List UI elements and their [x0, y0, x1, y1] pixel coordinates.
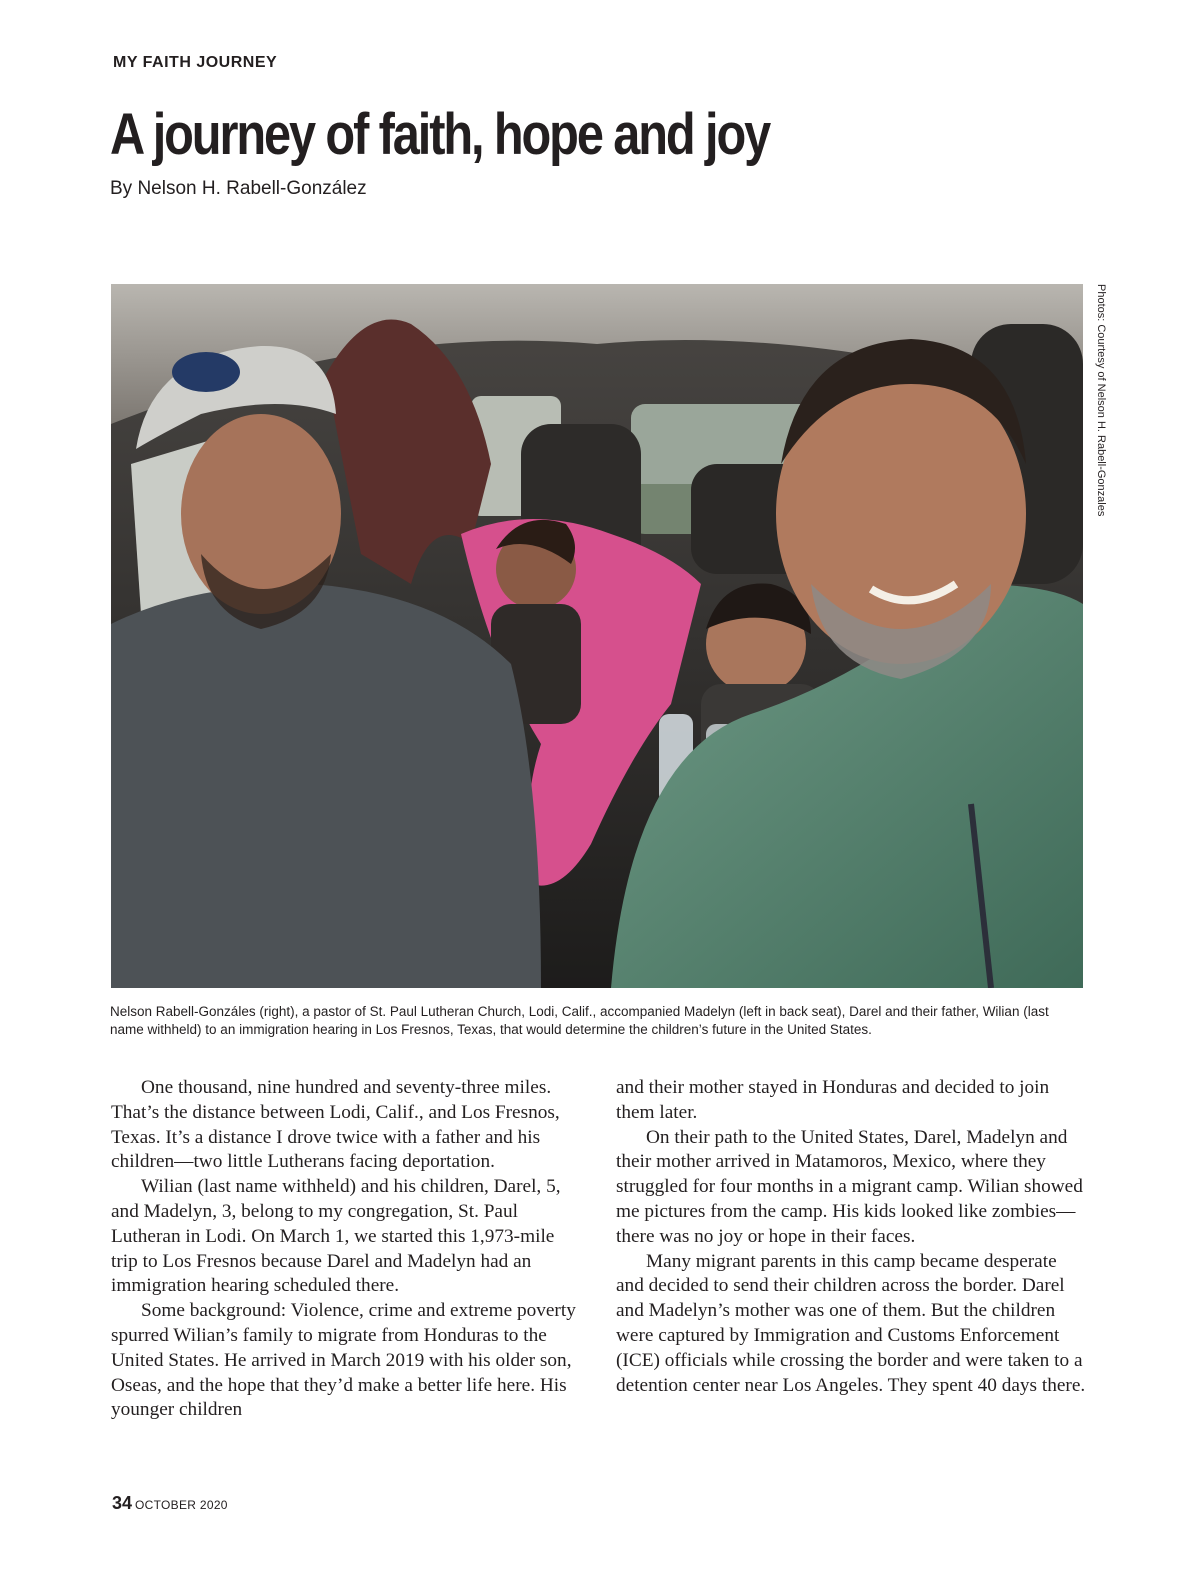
- body-paragraph: and their mother stayed in Honduras and decided to join them later.: [616, 1077, 1050, 1123]
- article-photo: [111, 284, 1083, 988]
- photo-caption: Nelson Rabell-Gonzáles (right), a pastor of St. Paul Lutheran Church, Lodi, Calif., accompanied Madelyn (left in back seat), Darel and their father, Wilian (last name withheld) to an immigration hearing in Los Fresnos, Texas, that would determine the children’s future in the United States.: [110, 1004, 1049, 1037]
- page-number: 34: [112, 1493, 133, 1513]
- issue-date: OCTOBER 2020: [135, 1498, 228, 1512]
- photo-credit: Photos: Courtesy of Nelson H. Rabell-Gonzales: [1095, 284, 1107, 517]
- body-paragraph: Many migrant parents in this camp became desperate and decided to send their children across the border. Darel and Madelyn’s mother was one of them. But the children were captured by Immigration and Customs Enforcement (ICE) officials while crossing the border and were taken to a detention center near Los Angeles. They spent 40 days there.: [616, 1250, 1086, 1396]
- section-label: MY FAITH JOURNEY: [113, 54, 278, 71]
- body-column-right: [616, 1076, 1086, 1398]
- byline: By Nelson H. Rabell-González: [110, 178, 367, 199]
- body-column-left: [111, 1076, 581, 1423]
- body-paragraph: Wilian (last name withheld) and his children, Darel, 5, and Madelyn, 3, belong to my congregation, St. Paul Lutheran in Lodi. On March 1, we started this 1,973-mile trip to Los Fresnos because Darel and Madelyn had an immigration hearing scheduled there.: [111, 1176, 561, 1297]
- body-paragraph: Some background: Violence, crime and extreme poverty spurred Wilian’s family to migrate from Honduras to the United States. He arrived in March 2019 with his older son, Oseas, and the hope that they’d make a better life here. His younger children: [111, 1300, 576, 1421]
- body-paragraph: On their path to the United States, Darel, Madelyn and their mother arrived in Matamoros, Mexico, where they struggled for four months in a migrant camp. Wilian showed me pictures from the camp. His kids looked like zombies—there was no joy or hope in their faces.: [616, 1126, 1083, 1247]
- page-footer: [112, 1493, 228, 1514]
- body-paragraph: One thousand, nine hundred and seventy-three miles. That’s the distance between Lodi, Calif., and Los Fresnos, Texas. It’s a distance I drove twice with a father and his children—two little Lutherans facing deportation.: [111, 1077, 560, 1173]
- article-headline: A journey of faith, hope and joy: [110, 102, 770, 167]
